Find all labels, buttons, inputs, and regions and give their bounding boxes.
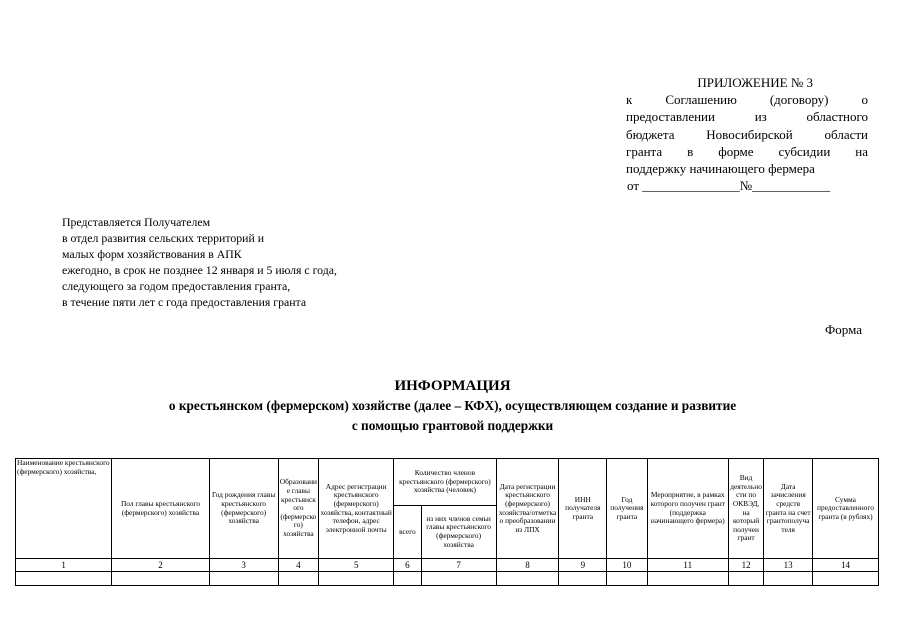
number-cell: 13 <box>764 559 813 572</box>
empty-cell[interactable] <box>764 572 813 586</box>
number-cell: 9 <box>559 559 607 572</box>
submission-line-1: Представляется Получателем <box>62 215 211 229</box>
empty-cell[interactable] <box>647 572 728 586</box>
header-cell-13: Дата зачисления средств гранта на счет грантополучателя <box>764 459 813 559</box>
empty-cell[interactable] <box>16 572 112 586</box>
empty-cell[interactable] <box>209 572 278 586</box>
empty-cell[interactable] <box>394 572 421 586</box>
number-cell: 12 <box>728 559 763 572</box>
number-cell: 5 <box>319 559 394 572</box>
appendix-line-2: предоставлении из областного <box>626 109 868 125</box>
submission-line-6: в течение пяти лет с года предоставления гранта <box>62 294 307 309</box>
appendix-line-4: гранта в форме субсидии на <box>626 143 868 159</box>
number-cell: 8 <box>496 559 559 572</box>
number-cell: 1 <box>16 559 112 572</box>
number-cell: 14 <box>812 559 878 572</box>
empty-cell[interactable] <box>421 572 496 586</box>
appendix-from-line: от _______________№____________ <box>627 178 831 194</box>
appendix-line-1: к Соглашению (договору) о <box>626 92 868 108</box>
header-cell-7: из них членов семьи главы крестьянского (фермерского) хозяйства <box>421 506 496 559</box>
empty-cell[interactable] <box>812 572 878 586</box>
appendix-title: ПРИЛОЖЕНИЕ № 3 <box>697 75 813 90</box>
submission-line-5: следующего за годом предоставления гранта, <box>62 278 291 293</box>
header-cell-1: Наименование крестьянского (фермерского) хозяйства, <box>16 459 112 559</box>
header-cell-8: Дата регистрации крестьянского (фермерского) хозяйства/отметка о преобразовании из ЛПХ <box>496 459 559 559</box>
number-cell: 2 <box>112 559 209 572</box>
header-cell-6: всего <box>394 506 421 559</box>
number-cell: 4 <box>278 559 319 572</box>
empty-cell[interactable] <box>607 572 648 586</box>
empty-cell[interactable] <box>319 572 394 586</box>
appendix-line-3: бюджета Новосибирской области <box>626 126 868 142</box>
info-table <box>15 458 879 586</box>
empty-cell[interactable] <box>496 572 559 586</box>
header-cell-14: Сумма предоставленного гранта (в рублях) <box>812 459 878 559</box>
number-cell: 7 <box>421 559 496 572</box>
empty-cell[interactable] <box>728 572 763 586</box>
header-cell-4: Образование главы крестьянского (фермерского) хозяйства <box>278 459 319 559</box>
table-header-row <box>16 459 879 506</box>
header-cell-11: Мероприятие, в рамках которого получен грант (поддержка начинающего фермера) <box>647 459 728 559</box>
submission-line-4: ежегодно, в срок не позднее 12 января и 5 июля с года, <box>62 262 337 277</box>
appendix-line-5: поддержку начинающего фермера <box>626 161 815 177</box>
document-heading <box>0 377 905 436</box>
table-empty-row <box>16 572 879 586</box>
appendix-block <box>626 74 868 194</box>
number-cell: 6 <box>394 559 421 572</box>
empty-cell[interactable] <box>559 572 607 586</box>
number-cell: 3 <box>209 559 278 572</box>
empty-cell[interactable] <box>112 572 209 586</box>
number-cell: 10 <box>607 559 648 572</box>
document-title: ИНФОРМАЦИЯ <box>394 378 511 394</box>
document-subtitle-1: о крестьянском (фермерском) хозяйстве (далее – КФХ), осуществляющем создание и развитие <box>168 398 737 413</box>
header-cell-10: Год получения гранта <box>607 459 648 559</box>
header-cell-5: Адрес регистрации крестьянского (фермерского) хозяйства, контактный телефон, адрес электронной почты <box>319 459 394 559</box>
submission-note <box>62 215 337 310</box>
header-cell-12: Вид деятельности по ОКВЭД, на который получен грант <box>728 459 763 559</box>
table-number-row <box>16 559 879 572</box>
submission-line-2: в отдел развития сельских территорий и <box>62 230 265 245</box>
header-cell-2: Пол главы крестьянского (фермерского) хозяйства <box>112 459 209 559</box>
form-label: Форма <box>825 322 862 337</box>
number-cell: 11 <box>647 559 728 572</box>
header-cell-6-7-group: Количество членов крестьянского (фермерского) хозяйства (человек) <box>394 459 496 506</box>
header-cell-9: ИНН получателя гранта <box>559 459 607 559</box>
document-subtitle-2: с помощью грантовой поддержки <box>351 418 554 433</box>
header-cell-3: Год рождения главы крестьянского (фермерского) хозяйства <box>209 459 278 559</box>
submission-line-3: малых форм хозяйствования в АПК <box>62 246 242 261</box>
empty-cell[interactable] <box>278 572 319 586</box>
